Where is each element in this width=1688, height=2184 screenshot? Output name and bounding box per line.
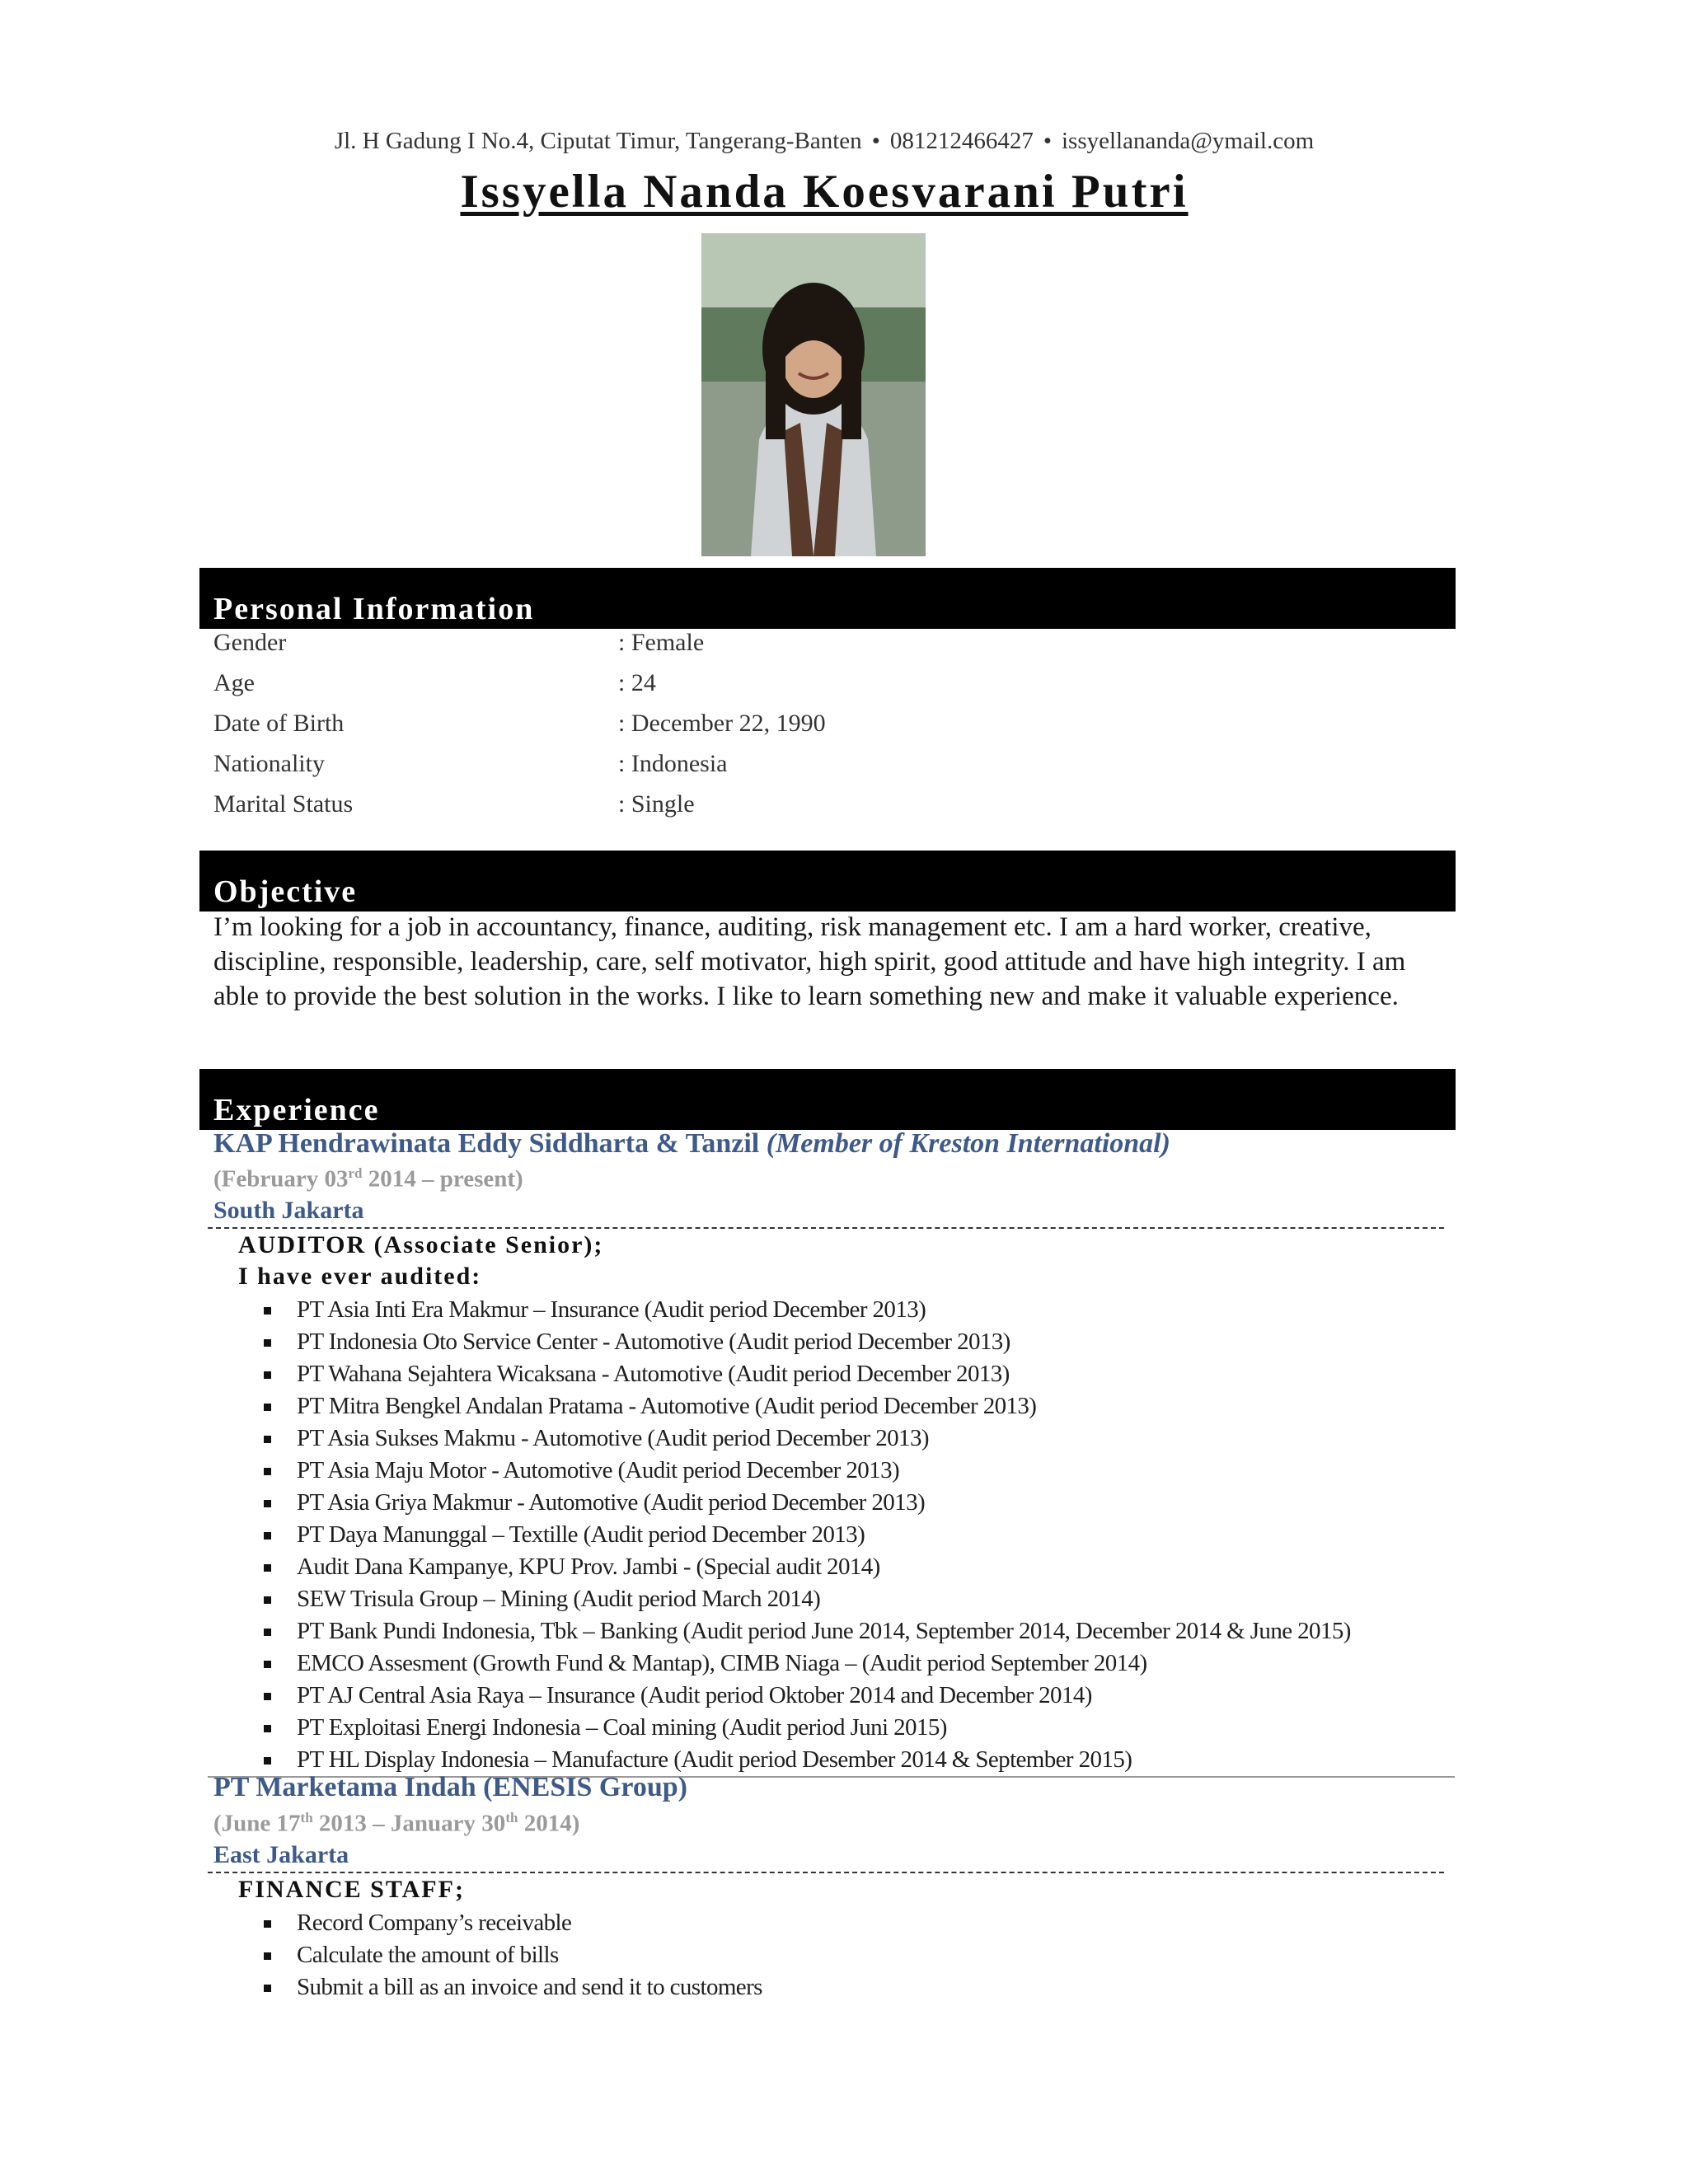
dashed-divider xyxy=(208,1227,1444,1229)
info-value: : December 22, 1990 xyxy=(618,710,826,737)
list-item: PT Daya Manunggal – Textille (Audit period December 2013) xyxy=(264,1519,1351,1551)
list-item: PT HL Display Indonesia – Manufacture (Audit period Desember 2014 & September 2015) xyxy=(264,1744,1351,1776)
email[interactable]: issyellananda@ymail.com xyxy=(1062,128,1315,154)
period-start: (February 03 xyxy=(213,1165,349,1193)
contact-line xyxy=(0,128,1648,155)
phone: 081212466427 xyxy=(889,128,1034,154)
company-name: PT Marketama Indah (ENESIS Group) xyxy=(213,1772,687,1802)
section-header-personal-information xyxy=(199,568,1456,629)
employment-period xyxy=(213,1165,523,1193)
ordinal-suffix: th xyxy=(505,1810,518,1825)
bullet-separator: • xyxy=(871,128,880,154)
list-item: EMCO Assesment (Growth Fund & Mantap), CIMB Niaga – (Audit period September 2014) xyxy=(264,1647,1351,1680)
list-item: PT Asia Sukses Makmu - Automotive (Audit period December 2013) xyxy=(264,1422,1351,1455)
list-item: SEW Trisula Group – Mining (Audit period March 2014) xyxy=(264,1583,1351,1615)
period-end: 2014) xyxy=(518,1810,580,1837)
list-item: PT Mitra Bengkel Andalan Pratama - Automotive (Audit period December 2013) xyxy=(264,1390,1351,1422)
list-item: PT AJ Central Asia Raya – Insurance (Audit period Oktober 2014 and December 2014) xyxy=(264,1680,1351,1712)
company-name xyxy=(213,1128,1170,1160)
info-value: : 24 xyxy=(618,669,656,696)
info-value: : Indonesia xyxy=(618,750,728,777)
address: Jl. H Gadung I No.4, Ciputat Timur, Tangerang-Banten xyxy=(334,128,862,154)
list-item: PT Indonesia Oto Service Center - Automotive (Audit period December 2013) xyxy=(264,1326,1351,1358)
list-item: PT Wahana Sejahtera Wicaksana - Automotive (Audit period December 2013) xyxy=(264,1358,1351,1390)
ordinal-suffix: th xyxy=(300,1810,313,1825)
info-label: Gender xyxy=(213,629,287,656)
list-item: Calculate the amount of bills xyxy=(264,1939,762,1971)
profile-photo-illustration xyxy=(701,233,926,556)
list-item: PT Asia Maju Motor - Automotive (Audit period December 2013) xyxy=(264,1455,1351,1487)
audit-subheading: I have ever audited: xyxy=(238,1263,482,1290)
section-title: Objective xyxy=(213,874,358,909)
company-title: KAP Hendrawinata Eddy Siddharta & Tanzil xyxy=(213,1128,760,1159)
list-item: Submit a bill as an invoice and send it to customers xyxy=(264,1971,762,2004)
candidate-name: Issyella Nanda Koesvarani Putri xyxy=(460,166,1189,218)
info-label: Nationality xyxy=(213,750,325,777)
info-value: : Single xyxy=(618,790,695,818)
info-label: Age xyxy=(213,669,255,696)
info-label: Date of Birth xyxy=(213,710,345,737)
list-item: PT Bank Pundi Indonesia, Tbk – Banking (Audit period June 2014, September 2014, December 2014 & June 2015) xyxy=(264,1615,1351,1647)
job-location: East Jakarta xyxy=(213,1841,349,1868)
bullet-separator: • xyxy=(1043,128,1052,154)
job-role: AUDITOR (Associate Senior); xyxy=(238,1231,604,1258)
period-middle: 2013 – January 30 xyxy=(312,1810,506,1837)
list-item: Record Company’s receivable xyxy=(264,1907,762,1939)
objective-text: I’m looking for a job in accountancy, finance, auditing, risk management etc. I am a hard worker, creative, discipline, responsible, leadership, care, self motivator, high spirit, good attitude and have high integrity. I am able to provide the best solution in the works. I like to learn something new and make it valuable experience. xyxy=(213,912,1406,1011)
profile-photo xyxy=(701,233,926,556)
dashed-divider xyxy=(208,1872,1444,1873)
list-item: PT Asia Griya Makmur - Automotive (Audit period December 2013) xyxy=(264,1487,1351,1519)
job-role: FINANCE STAFF; xyxy=(238,1876,465,1903)
info-label: Marital Status xyxy=(213,790,354,818)
employment-period xyxy=(213,1810,579,1838)
duties-list xyxy=(264,1907,762,2004)
list-item: PT Exploitasi Energi Indonesia – Coal mining (Audit period Juni 2015) xyxy=(264,1712,1351,1744)
section-title: Personal Information xyxy=(213,592,535,626)
list-item: PT Asia Inti Era Makmur – Insurance (Audit period December 2013) xyxy=(264,1294,1351,1326)
section-header-objective xyxy=(199,851,1456,912)
list-item: Audit Dana Kampanye, KPU Prov. Jambi - (Special audit 2014) xyxy=(264,1551,1351,1583)
company-affiliation: (Member of Kreston International) xyxy=(766,1128,1170,1159)
period-start: (June 17 xyxy=(213,1810,301,1837)
period-rest: 2014 – present) xyxy=(362,1165,523,1193)
audit-list xyxy=(264,1294,1351,1776)
ordinal-suffix: rd xyxy=(348,1165,363,1181)
section-header-experience xyxy=(199,1069,1456,1130)
info-value: : Female xyxy=(618,629,705,656)
section-title: Experience xyxy=(213,1093,380,1127)
job-location: South Jakarta xyxy=(213,1197,364,1224)
